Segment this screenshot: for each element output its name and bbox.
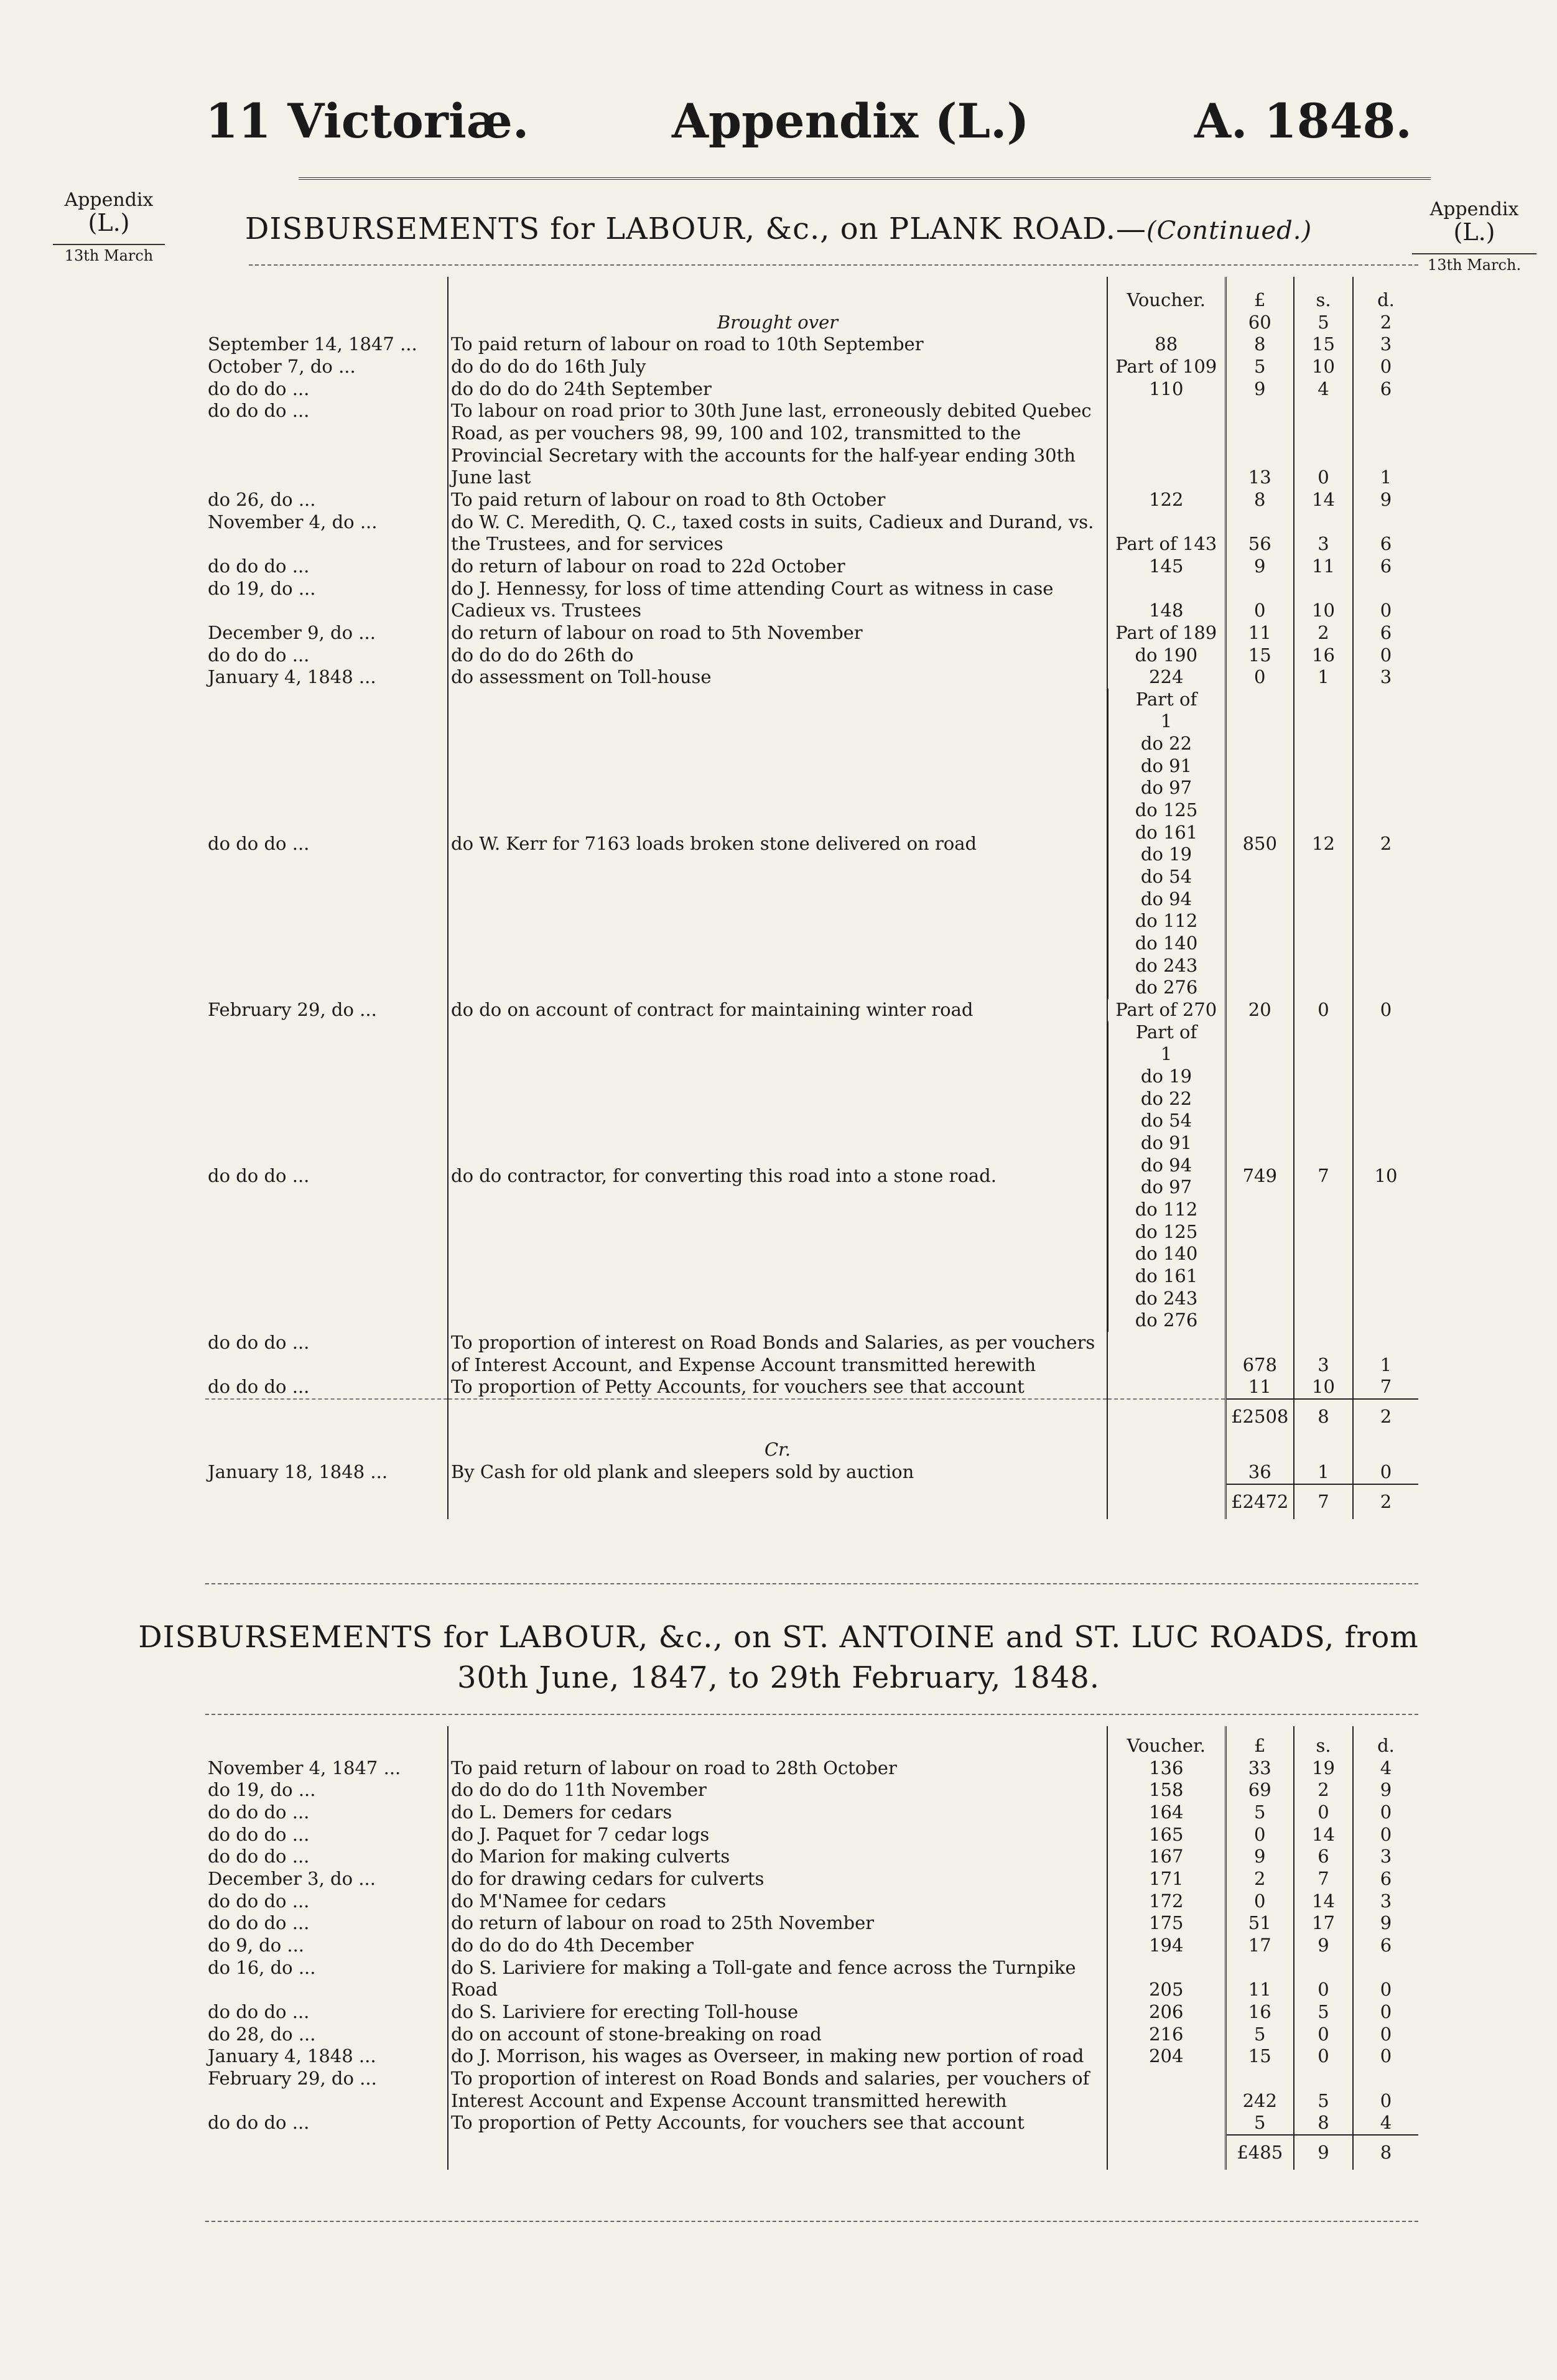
row-date: January 4, 1848 ...: [208, 666, 376, 688]
row-voucher: Part of 143: [1115, 533, 1217, 555]
row-pence: 6: [1380, 1867, 1392, 1889]
row-voucher: 165: [1149, 1823, 1184, 1845]
row-description: do for drawing cedars for culverts: [448, 1868, 1107, 1890]
row-voucher: 145: [1149, 555, 1184, 577]
row-date: December 3, do ...: [208, 1867, 376, 1889]
row-description: do Marion for making culverts: [448, 1846, 1107, 1868]
voucher-ref: do 161: [1135, 1265, 1198, 1286]
row-pence: 0: [1380, 1801, 1392, 1823]
row-pence: 9: [1380, 488, 1392, 510]
table-row: [205, 1912, 1418, 1935]
total-pence: 2: [1353, 1399, 1418, 1434]
voucher-ref: do 91: [1140, 1132, 1192, 1153]
row-pence: 10: [1374, 1165, 1398, 1187]
row-description: do do do do 16th July: [448, 356, 1107, 378]
row-voucher: Part of 270: [1115, 999, 1217, 1020]
row-voucher: 148: [1149, 600, 1184, 621]
row-date: October 7, do ...: [208, 355, 356, 377]
row-pence: 0: [1380, 1461, 1392, 1483]
st-antoine-rule: [205, 1714, 1418, 1715]
row-description: do do do do 4th December: [448, 1935, 1107, 1957]
row-shillings: 4: [1294, 378, 1353, 401]
row-pence: 0: [1380, 2089, 1392, 2111]
row-description: do S. Lariviere for erecting Toll-house: [448, 2001, 1107, 2024]
total-row: [205, 2135, 1418, 2170]
st-antoine-title-line1: DISBURSEMENTS for LABOUR, &c., on ST. ANTOINE and ST. LUC ROADS, from: [138, 1620, 1419, 1655]
row-pounds: 0: [1225, 666, 1294, 689]
row-pence: 9: [1380, 1779, 1392, 1801]
table-row: [205, 2068, 1418, 2112]
table-row: [205, 333, 1418, 356]
row-voucher: 175: [1149, 1912, 1184, 1934]
table-row: [205, 2045, 1418, 2068]
row-pounds: 0: [1225, 1824, 1294, 1846]
table-row: [205, 1801, 1418, 1824]
table-row: [205, 1824, 1418, 1846]
voucher-ref: do 97: [1140, 777, 1192, 799]
row-date: January 18, 1848 ...: [208, 1461, 388, 1483]
table-row: [205, 1846, 1418, 1868]
row-pence: 3: [1380, 1890, 1392, 1912]
row-pounds: 17: [1225, 1935, 1294, 1957]
st-antoine-title: [0, 1617, 1557, 1698]
row-date: do do do ...: [208, 2001, 310, 2022]
margin-left-sub: (L.): [88, 209, 130, 236]
row-date: September 14, 1847 ...: [208, 333, 417, 355]
row-date: do do do ...: [208, 1846, 310, 1867]
row-shillings: 19: [1294, 1757, 1353, 1780]
row-pounds: 56: [1225, 511, 1294, 555]
row-shillings: 5: [1294, 2001, 1353, 2024]
row-shillings: 12: [1294, 689, 1353, 999]
row-date: do do do ...: [208, 378, 310, 399]
row-pounds: 8: [1225, 489, 1294, 511]
voucher-ref: do 276: [1135, 1309, 1198, 1331]
row-description: do W. C. Meredith, Q. C., taxed costs in suits, Cadieux and Durand, vs. the Trustees, and for services: [448, 511, 1107, 555]
voucher-ref: do 125: [1135, 1220, 1198, 1242]
row-date: do do do ...: [208, 1165, 310, 1187]
total-pence: 8: [1353, 2135, 1418, 2170]
row-voucher: 136: [1149, 1757, 1184, 1778]
total-shillings: 8: [1294, 1399, 1353, 1434]
table-row: [205, 622, 1418, 644]
row-pence: 4: [1380, 1757, 1392, 1778]
row-shillings: 0: [1294, 400, 1353, 489]
row-description: do L. Demers for cedars: [448, 1801, 1107, 1824]
row-description: do do do do 11th November: [448, 1779, 1107, 1801]
table-row: [205, 1957, 1418, 2001]
row-pence: 6: [1380, 1934, 1392, 1956]
row-date: do do do ...: [208, 644, 310, 666]
row-pounds: 36: [1225, 1461, 1294, 1484]
row-shillings: 10: [1294, 1376, 1353, 1399]
row-description: do return of labour on road to 22d October: [448, 555, 1107, 578]
shilling-header: s.: [1294, 277, 1353, 312]
voucher-ref: do 19: [1140, 1065, 1192, 1087]
row-date: do 9, do ...: [208, 1934, 305, 1956]
row-pounds: 5: [1225, 356, 1294, 378]
voucher-ref: do 140: [1135, 1243, 1198, 1265]
row-shillings: 0: [1294, 2045, 1353, 2068]
row-voucher: 167: [1149, 1846, 1184, 1867]
table-row: [205, 356, 1418, 378]
row-voucher: 171: [1149, 1867, 1184, 1889]
margin-left-date: 13th March: [53, 244, 165, 264]
row-voucher: 88: [1155, 333, 1178, 355]
table-row: [205, 2024, 1418, 2046]
row-shillings: 7: [1294, 1021, 1353, 1332]
row-shillings: 15: [1294, 333, 1353, 356]
st-antoine-title-line2: 30th June, 1847, to 29th February, 1848.: [457, 1660, 1100, 1695]
row-pence: 0: [1380, 2001, 1392, 2022]
row-date: do 28, do ...: [208, 2023, 316, 2045]
voucher-ref: do 54: [1140, 1110, 1192, 1132]
margin-left-label: Appendix: [64, 189, 154, 211]
voucher-ref: do 140: [1135, 932, 1198, 954]
row-pence: 9: [1380, 1912, 1392, 1934]
row-pounds: 0: [1225, 578, 1294, 622]
row-description: do do do do 24th September: [448, 378, 1107, 401]
cash-row: [205, 1461, 1418, 1484]
row-date: November 4, 1847 ...: [208, 1757, 401, 1778]
running-head-right: A. 1848.: [1194, 93, 1412, 149]
row-description: By Cash for old plank and sleepers sold by auction: [448, 1461, 1107, 1484]
margin-right-sub: (L.): [1453, 218, 1495, 246]
row-pounds: 11: [1225, 1376, 1294, 1399]
net-pounds: £2472: [1225, 1484, 1294, 1520]
plank-road-title-continued: (Continued.): [1146, 216, 1313, 245]
credit-label-row: [205, 1434, 1418, 1461]
winter-road-row: [205, 999, 1418, 1021]
row-pounds: 33: [1225, 1757, 1294, 1780]
credit-label: Cr.: [448, 1434, 1107, 1461]
row-description: To proportion of Petty Accounts, for vouchers see that account: [448, 1376, 1107, 1399]
row-voucher: 194: [1149, 1934, 1184, 1956]
total-row: [205, 1399, 1418, 1434]
row-voucher: 122: [1149, 488, 1184, 510]
row-pounds: 242: [1225, 2068, 1294, 2112]
row-pence: 3: [1380, 666, 1392, 688]
row-shillings: 17: [1294, 1912, 1353, 1935]
brought-over-row: [205, 312, 1418, 334]
row-pounds: 2: [1225, 1868, 1294, 1890]
row-date: do do do ...: [208, 1823, 310, 1845]
total-shillings: 9: [1294, 2135, 1353, 2170]
row-description: do do contractor, for converting this road into a stone road.: [448, 1021, 1107, 1332]
row-description: To proportion of Petty Accounts, for vouchers see that account: [448, 2112, 1107, 2135]
row-shillings: 9: [1294, 1935, 1353, 1957]
st-antoine-ledger: [205, 1726, 1418, 2170]
row-pence: 6: [1380, 621, 1392, 643]
voucher-ref: do 161: [1135, 821, 1198, 843]
row-pence: 1: [1380, 1354, 1392, 1375]
row-pounds: 9: [1225, 1846, 1294, 1868]
pound-header: £: [1225, 1726, 1294, 1757]
row-pence: 3: [1380, 1846, 1392, 1867]
row-shillings: 10: [1294, 578, 1353, 622]
row-shillings: 3: [1294, 511, 1353, 555]
voucher-ref: do 22: [1140, 733, 1192, 755]
table-row: [205, 378, 1418, 401]
pence-header: d.: [1377, 1735, 1395, 1756]
table-row: [205, 2001, 1418, 2024]
row-pounds: 9: [1225, 555, 1294, 578]
row-pounds: 5: [1225, 1801, 1294, 1824]
row-description: do return of labour on road to 5th November: [448, 622, 1107, 644]
row-date: do do do ...: [208, 1376, 310, 1398]
row-pounds: 20: [1225, 999, 1294, 1021]
row-pence: 0: [1380, 1823, 1392, 1845]
plank-road-title-text: DISBURSEMENTS for LABOUR, &c., on PLANK ROAD.—: [244, 212, 1147, 246]
row-date: do do do ...: [208, 1331, 310, 1353]
voucher-ref: 1: [1160, 710, 1173, 732]
row-voucher: 110: [1149, 378, 1184, 399]
row-date: do do do ...: [208, 1890, 310, 1912]
row-pounds: 0: [1225, 1890, 1294, 1913]
voucher-ref: do 112: [1135, 1198, 1198, 1220]
row-voucher: Part of 189: [1115, 621, 1217, 643]
row-voucher: 172: [1149, 1890, 1184, 1912]
row-description: do J. Morrison, his wages as Overseer, in making new portion of road: [448, 2045, 1107, 2068]
row-description: do S. Lariviere for making a Toll-gate and fence across the Turnpike Road: [448, 1957, 1107, 2001]
row-voucher: 224: [1149, 666, 1184, 688]
row-shillings: 6: [1294, 1846, 1353, 1868]
row-date: January 4, 1848 ...: [208, 2045, 376, 2067]
row-description: To paid return of labour on road to 10th September: [448, 333, 1107, 356]
row-shillings: 0: [1294, 2024, 1353, 2046]
ledger-header-row: [205, 1726, 1418, 1757]
net-pence: 2: [1353, 1484, 1418, 1520]
table-row: [205, 1757, 1418, 1780]
row-shillings: 14: [1294, 489, 1353, 511]
row-description: do W. Kerr for 7163 loads broken stone delivered on road: [448, 689, 1107, 999]
row-pounds: 678: [1225, 1332, 1294, 1376]
row-description: To labour on road prior to 30th June last, erroneously debited Quebec Road, as per vouchers 98, 99, 100 and 102, transmitted to the Provincial Secretary with the accounts for the half-year ending 30th June last: [448, 400, 1107, 489]
row-description: do J. Paquet for 7 cedar logs: [448, 1824, 1107, 1846]
row-description: do do on account of contract for maintaining winter road: [448, 999, 1107, 1021]
margin-right-date: 13th March.: [1412, 253, 1536, 273]
row-voucher: 164: [1149, 1801, 1184, 1823]
row-pence: 6: [1380, 555, 1392, 577]
row-voucher: [1107, 2068, 1225, 2112]
row-voucher: 158: [1149, 1779, 1184, 1801]
brought-over-pound: 60: [1225, 312, 1294, 334]
row-pounds: 69: [1225, 1779, 1294, 1801]
table-row: [205, 1868, 1418, 1890]
row-voucher: 205: [1149, 1979, 1184, 2001]
row-shillings: 2: [1294, 1779, 1353, 1801]
net-shillings: 7: [1294, 1484, 1353, 1520]
row-shillings: 5: [1294, 2068, 1353, 2112]
table-row: [205, 578, 1418, 622]
voucher-header: Voucher.: [1127, 289, 1206, 310]
row-shillings: 1: [1294, 1461, 1353, 1484]
voucher-ref: do 54: [1140, 866, 1192, 888]
row-pounds: 15: [1225, 2045, 1294, 2068]
row-description: do on account of stone-breaking on road: [448, 2024, 1107, 2046]
row-shillings: 0: [1294, 1957, 1353, 2001]
row-description: To proportion of interest on Road Bonds and salaries, per vouchers of Interest Account and Expense Account transmitted herewith: [448, 2068, 1107, 2112]
net-total-row: [205, 1484, 1418, 1520]
shilling-header: s.: [1294, 1726, 1353, 1757]
row-voucher: 204: [1149, 2045, 1184, 2067]
row-description: do return of labour on road to 25th November: [448, 1912, 1107, 1935]
row-pence: 0: [1380, 999, 1392, 1020]
table-row: [205, 2112, 1418, 2135]
row-date: do do do ...: [208, 832, 310, 854]
interest-row: [205, 1332, 1418, 1376]
brought-over-shillings: 5: [1294, 312, 1353, 334]
row-pence: 7: [1380, 1376, 1392, 1398]
row-pounds: 5: [1225, 2024, 1294, 2046]
row-shillings: 0: [1294, 999, 1353, 1021]
row-date: do do do ...: [208, 2112, 310, 2134]
total-pounds: £2508: [1225, 1399, 1294, 1434]
row-pence: 6: [1380, 533, 1392, 555]
row-date: do do do ...: [208, 400, 310, 422]
bottom-rule: [205, 2221, 1418, 2222]
row-pence: 0: [1380, 600, 1392, 621]
contractor-voucher-list: [1107, 1021, 1225, 1332]
row-pounds: 8: [1225, 333, 1294, 356]
row-date: November 4, do ...: [208, 511, 378, 532]
row-pounds: 5: [1225, 2112, 1294, 2135]
row-pence: 2: [1380, 832, 1392, 854]
row-date: do 19, do ...: [208, 1779, 316, 1801]
brought-over-pence: 2: [1380, 311, 1392, 333]
voucher-ref: do 19: [1140, 844, 1192, 865]
voucher-ref: Part of: [1135, 1021, 1197, 1043]
row-pounds: 51: [1225, 1912, 1294, 1935]
row-date: do do do ...: [208, 555, 310, 577]
row-shillings: 10: [1294, 356, 1353, 378]
row-shillings: 8: [1294, 2112, 1353, 2135]
row-description: do J. Hennessy, for loss of time attending Court as witness in case Cadieux vs. Trustees: [448, 578, 1107, 622]
voucher-ref: Part of: [1135, 688, 1197, 710]
row-pounds: 11: [1225, 622, 1294, 644]
running-head-left: 11 Victoriæ.: [205, 93, 529, 149]
row-voucher: [1107, 2112, 1225, 2135]
section-divider: [205, 1583, 1418, 1584]
header-rule: [299, 177, 1431, 180]
voucher-ref: do 112: [1135, 910, 1198, 932]
voucher-ref: do 97: [1140, 1176, 1192, 1198]
row-description: To paid return of labour on road to 28th October: [448, 1757, 1107, 1780]
row-date: do do do ...: [208, 1912, 310, 1934]
voucher-ref: do 125: [1135, 799, 1198, 821]
brought-over-label: Brought over: [448, 312, 1107, 334]
contractor-row: [205, 1021, 1418, 1332]
row-date: do do do ...: [208, 1801, 310, 1823]
voucher-ref: 1: [1160, 1043, 1173, 1065]
kerr-voucher-list: [1107, 689, 1225, 999]
row-description: do M'Namee for cedars: [448, 1890, 1107, 1913]
voucher-ref: do 22: [1140, 1087, 1192, 1109]
row-voucher: 216: [1149, 2023, 1184, 2045]
row-pence: 0: [1380, 2023, 1392, 2045]
voucher-header: Voucher.: [1127, 1735, 1206, 1756]
row-shillings: 1: [1294, 666, 1353, 689]
pence-header: d.: [1377, 289, 1395, 310]
row-voucher: [1107, 400, 1225, 489]
row-date: February 29, do ...: [208, 2067, 377, 2089]
row-shillings: 14: [1294, 1890, 1353, 1913]
row-description: To paid return of labour on road to 8th October: [448, 489, 1107, 511]
row-description: To proportion of interest on Road Bonds and Salaries, as per vouchers of Interest Account, and Expense Account transmitted herewith: [448, 1332, 1107, 1376]
row-pence: 0: [1380, 644, 1392, 666]
table-row: [205, 666, 1418, 689]
row-pence: 0: [1380, 1979, 1392, 2001]
voucher-ref: do 276: [1135, 977, 1198, 998]
row-pence: 0: [1380, 355, 1392, 377]
petty-row: [205, 1376, 1418, 1399]
table-row: [205, 1779, 1418, 1801]
row-date: do 26, do ...: [208, 488, 316, 510]
row-date: do 16, do ...: [208, 1956, 316, 1978]
row-pounds: 13: [1225, 400, 1294, 489]
row-date: February 29, do ...: [208, 999, 377, 1020]
table-row: [205, 400, 1418, 489]
table-row: [205, 489, 1418, 511]
table-row: [205, 1935, 1418, 1957]
row-shillings: 16: [1294, 644, 1353, 667]
row-date: December 9, do ...: [208, 621, 376, 643]
margin-right-label: Appendix: [1429, 198, 1519, 220]
plank-road-ledger: [205, 277, 1418, 1519]
ledger-header-row: [205, 277, 1418, 312]
pound-header: £: [1225, 277, 1294, 312]
voucher-ref: do 91: [1140, 755, 1192, 776]
row-shillings: 7: [1294, 1868, 1353, 1890]
table-row: [205, 511, 1418, 555]
voucher-ref: do 243: [1135, 1287, 1198, 1309]
row-pounds: 749: [1225, 1021, 1294, 1332]
total-pounds: £485: [1225, 2135, 1294, 2170]
row-pounds: 11: [1225, 1957, 1294, 2001]
row-pence: 6: [1380, 378, 1392, 399]
row-date: do 19, do ...: [208, 577, 316, 599]
table-row: [205, 644, 1418, 667]
row-shillings: 11: [1294, 555, 1353, 578]
table-row: [205, 1890, 1418, 1913]
kerr-row: [205, 689, 1418, 999]
voucher-ref: do 243: [1135, 954, 1198, 976]
row-pence: 4: [1380, 2112, 1392, 2134]
row-pounds: 850: [1225, 689, 1294, 999]
row-shillings: 3: [1294, 1332, 1353, 1376]
row-voucher: 206: [1149, 2001, 1184, 2022]
row-shillings: 2: [1294, 622, 1353, 644]
voucher-ref: do 94: [1140, 1154, 1192, 1176]
row-shillings: 14: [1294, 1824, 1353, 1846]
voucher-ref: do 94: [1140, 888, 1192, 909]
row-pence: 0: [1380, 2045, 1392, 2067]
row-pounds: 15: [1225, 644, 1294, 667]
row-description: do do do do 26th do: [448, 644, 1107, 667]
row-pence: 1: [1380, 467, 1392, 488]
row-description: do assessment on Toll-house: [448, 666, 1107, 689]
row-pounds: 9: [1225, 378, 1294, 401]
running-head-center: Appendix (L.): [672, 93, 1029, 149]
table-row: [205, 555, 1418, 578]
row-pence: 3: [1380, 333, 1392, 355]
row-voucher: do 190: [1135, 644, 1198, 666]
row-shillings: 0: [1294, 1801, 1353, 1824]
row-voucher: Part of 109: [1115, 355, 1217, 377]
plank-road-rule: [249, 264, 1418, 266]
row-pounds: 16: [1225, 2001, 1294, 2024]
